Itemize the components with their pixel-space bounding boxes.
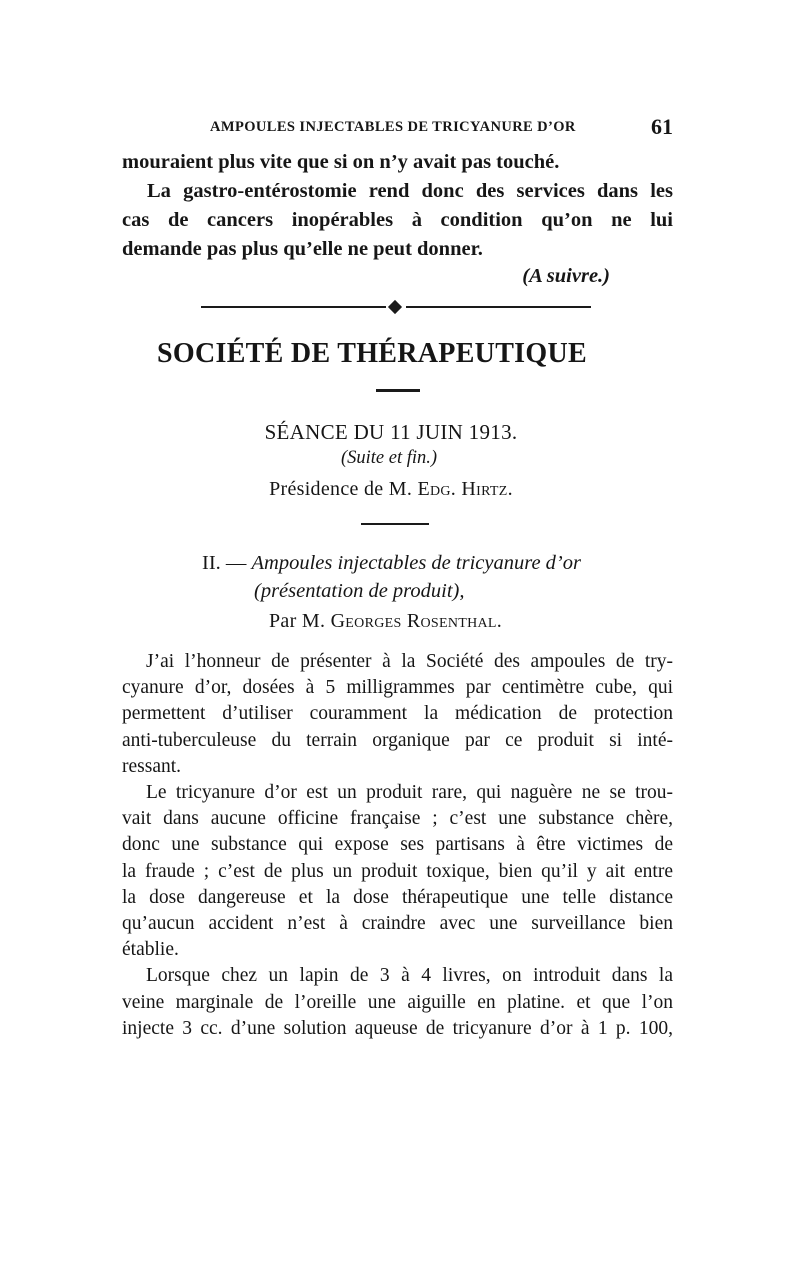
communication-title: [202, 552, 581, 575]
author-prefix: Par M.: [269, 610, 326, 632]
text-line: veine marginale de l’oreille une aiguille en platine. et que l’on: [122, 991, 673, 1013]
text-line: donc une substance qui expose ses partisans à être victimes de: [122, 834, 673, 856]
session-date: SÉANCE DU 11 JUIN 1913.: [264, 420, 518, 444]
text-line: établie.: [122, 939, 179, 961]
text-line: ressant.: [122, 755, 182, 777]
ornamental-divider: [201, 301, 591, 313]
presidency-prefix: Présidence de M.: [269, 478, 413, 500]
text-line: demande pas plus qu’elle ne peut donner.: [122, 238, 483, 260]
text-line: cas de cancers inopérables à condition qu’on ne lui: [122, 209, 673, 231]
text-line: permettent d’utiliser couramment la médication de protection: [122, 703, 673, 725]
text-line: cyanure d’or, dosées à 5 milligrammes par centimètre cube, qui: [122, 677, 673, 699]
session-continuation: (Suite et fin.): [340, 448, 438, 468]
text-line: injecte 3 cc. d’une solution aqueuse de tricyanure d’or à 1 p. 100,: [122, 1017, 673, 1039]
text-line: Lorsque chez un lapin de 3 à 4 livres, on introduit dans la: [146, 965, 673, 987]
presidency-line: [122, 478, 660, 501]
text-line: La gastro-entérostomie rend donc des services dans les: [147, 180, 673, 202]
section-divider: [361, 523, 429, 525]
running-title: AMPOULES INJECTABLES DE TRICYANURE D’OR: [210, 119, 576, 135]
communication-subtitle: (présentation de produit),: [254, 580, 465, 602]
text-line: vait dans aucune officine française ; c’est une substance chère,: [122, 808, 673, 830]
title-underline: [376, 389, 420, 392]
text-line: anti-tuberculeuse du terrain organique par ce produit si inté-: [122, 729, 673, 751]
text-line: Le tricyanure d’or est un produit rare, qui naguère ne se trou-: [146, 782, 673, 804]
author-name: Georges Rosenthal.: [330, 610, 503, 632]
author-line: [269, 610, 502, 633]
previous-article-text: [122, 148, 673, 264]
divider-bar-left: [201, 306, 386, 308]
running-head: [210, 112, 673, 142]
text-line: mouraient plus vite que si on n’y avait pas touché.: [122, 151, 560, 173]
text-line: J’ai l’honneur de présenter à la Société des ampoules de try-: [146, 651, 673, 672]
communication-number: II. —: [202, 552, 247, 574]
president-name: Edg. Hirtz.: [417, 478, 513, 500]
text-line: qu’aucun accident n’est à craindre avec une surveillance bien: [122, 913, 673, 935]
article-body: [122, 649, 673, 1042]
society-title: SOCIÉTÉ DE THÉRAPEUTIQUE: [157, 338, 587, 369]
divider-bar-right: [406, 306, 591, 308]
communication-title-text: Ampoules injectables de tricyanure d’or: [251, 552, 581, 574]
text-line: la dose dangereuse et la dose thérapeutique une telle distance: [122, 886, 673, 908]
divider-diamond: [388, 300, 402, 314]
page-number: 61: [651, 114, 673, 139]
text-line: la fraude ; c’est de plus un produit toxique, bien qu’il y ait entre: [122, 860, 673, 882]
to-be-continued-note: (A suivre.): [522, 265, 610, 287]
